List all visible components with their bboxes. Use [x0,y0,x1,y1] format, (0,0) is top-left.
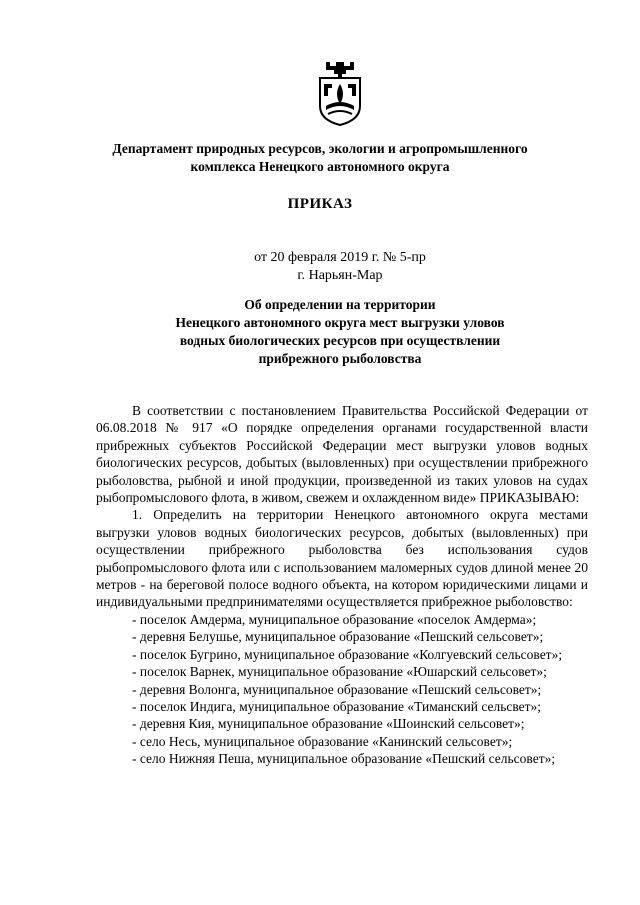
place-item: - поселок Амдерма, муниципальное образование «поселок Амдерма»; [132,611,537,627]
item-1-paragraph: 1. Определить на территории Ненецкого автономного округа местами выгрузки уловов водных биологических ресурсов, добытых (выловленных) при осуществлении прибрежного рыболовства без использования судов рыбопромыслового флота или с использованием маломерных судов длиной менее 20 метров - на береговой полосе водного объекта, на котором юридическими лицами и индивидуальными предпринимателями осуществляется прибрежное рыболовство: [96,507,588,610]
subject-line-4: прибрежного рыболовства [258,351,422,366]
place-item: - деревня Кия, муниципальное образование «Шоинский сельсовет»; [132,716,525,732]
place-item: - поселок Варнек, муниципальное образование «Юшарский сельсовет»; [132,664,547,680]
place-item: - деревня Волонга, муниципальное образование «Пешский сельсовет»; [132,681,542,697]
order-subject [0,296,640,368]
subject-line-3: водных биологических ресурсов при осуществлении [179,333,501,348]
place-item: - поселок Бугрино, муниципальное образование «Колгуевский сельсовет»; [132,646,563,662]
order-city: г. Нарьян-Мар [297,268,383,283]
intro-paragraph: В соответствии с постановлением Правительства Российской Федерации от 06.08.2018 № 917 «О порядке определения органами государственной власти прибрежных субъектов Российской Федерации мест выгрузки уловов водных биологических ресурсов, добытых (выловленных) при осуществлении прибрежного рыболовства, рыбной и иной продукции, произведенной из таких уловов на судах рыбопромыслового флота, в живом, свежем и охлажденном виде» ПРИКАЗЫВАЮ: [96,403,588,506]
place-item: - село Несь, муниципальное образование «Канинский сельсовет»; [132,733,513,749]
org-line-2: комплекса Ненецкого автономного округа [190,159,450,174]
place-item: - деревня Белушье, муниципальное образование «Пешский сельсовет»; [132,629,544,645]
order-title: ПРИКАЗ [287,196,353,212]
organization-name [0,140,640,176]
order-body [96,402,588,768]
place-item: - поселок Индига, муниципальное образование «Тиманский сельсвет»; [132,698,542,714]
coat-of-arms-icon [316,60,364,126]
subject-line-1: Об определении на территории [244,297,436,312]
place-item: - село Нижняя Пеша, муниципальное образование «Пешский сельсовет»; [132,751,556,767]
subject-line-2: Ненецкого автономного округа мест выгрузки уловов [175,315,505,330]
org-line-1: Департамент природных ресурсов, экологии и агропромышленного [112,141,528,156]
order-date-number: от 20 февраля 2019 г. № 5-пр [254,250,426,265]
